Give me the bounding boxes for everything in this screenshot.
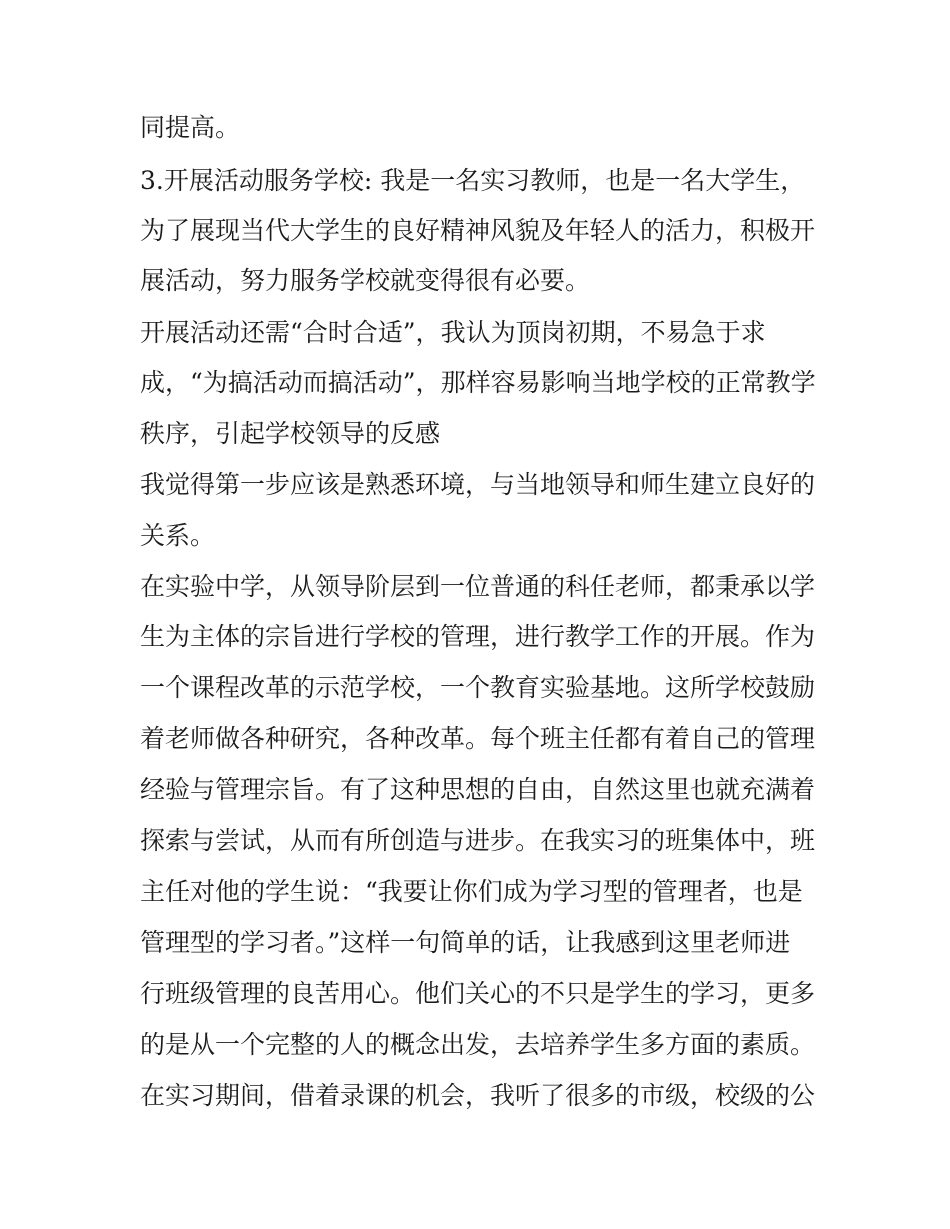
text-line: 一个课程改革的示范学校，一个教育实验基地。这所学校鼓励	[140, 673, 816, 702]
text-line: 行班级管理的良苦用心。他们关心的不只是学生的学习，更多	[140, 979, 816, 1008]
text-line: 秩序，引起学校领导的反感	[140, 419, 441, 448]
text-line: 开展活动还需“合时合适”，我认为顶岗初期，不易急于求	[140, 318, 766, 347]
text-line: 关系。	[140, 521, 216, 550]
text-line: 的是从一个完整的人的概念出发，去培养学生多方面的素质。	[140, 1030, 816, 1059]
text-line: 主任对他的学生说：“我要让你们成为学习型的管理者，也是	[140, 877, 803, 906]
text-line: 3.开展活动服务学校: 我是一名实习教师，也是一名大学生，	[140, 166, 806, 195]
text-line: 经验与管理宗旨。有了这种思想的自由，自然这里也就充满着	[140, 775, 816, 804]
text-line: 探索与尝试，从而有所创造与进步。在我实习的班集体中，班	[140, 826, 816, 855]
text-line: 在实习期间，借着录课的机会，我听了很多的市级，校级的公	[140, 1081, 816, 1110]
text-line: 展活动，努力服务学校就变得很有必要。	[140, 266, 591, 295]
text-line: 在实验中学，从领导阶层到一位普通的科任老师，都秉承以学	[140, 572, 816, 601]
text-line: 成，“为搞活动而搞活动”，那样容易影响当地学校的正常教学	[140, 368, 816, 397]
text-line: 着老师做各种研究，各种改革。每个班主任都有着自己的管理	[140, 724, 816, 753]
text-line: 管理型的学习者。”这样一句简单的话，让我感到这里老师进	[140, 928, 791, 957]
text-line: 为了展现当代大学生的良好精神风貌及年轻人的活力，积极开	[140, 216, 816, 245]
text-line: 同提高。	[140, 113, 241, 142]
text-line: 生为主体的宗旨进行学校的管理，进行教学工作的开展。作为	[140, 622, 816, 651]
text-line: 我觉得第一步应该是熟悉环境，与当地领导和师生建立良好的	[140, 470, 816, 499]
